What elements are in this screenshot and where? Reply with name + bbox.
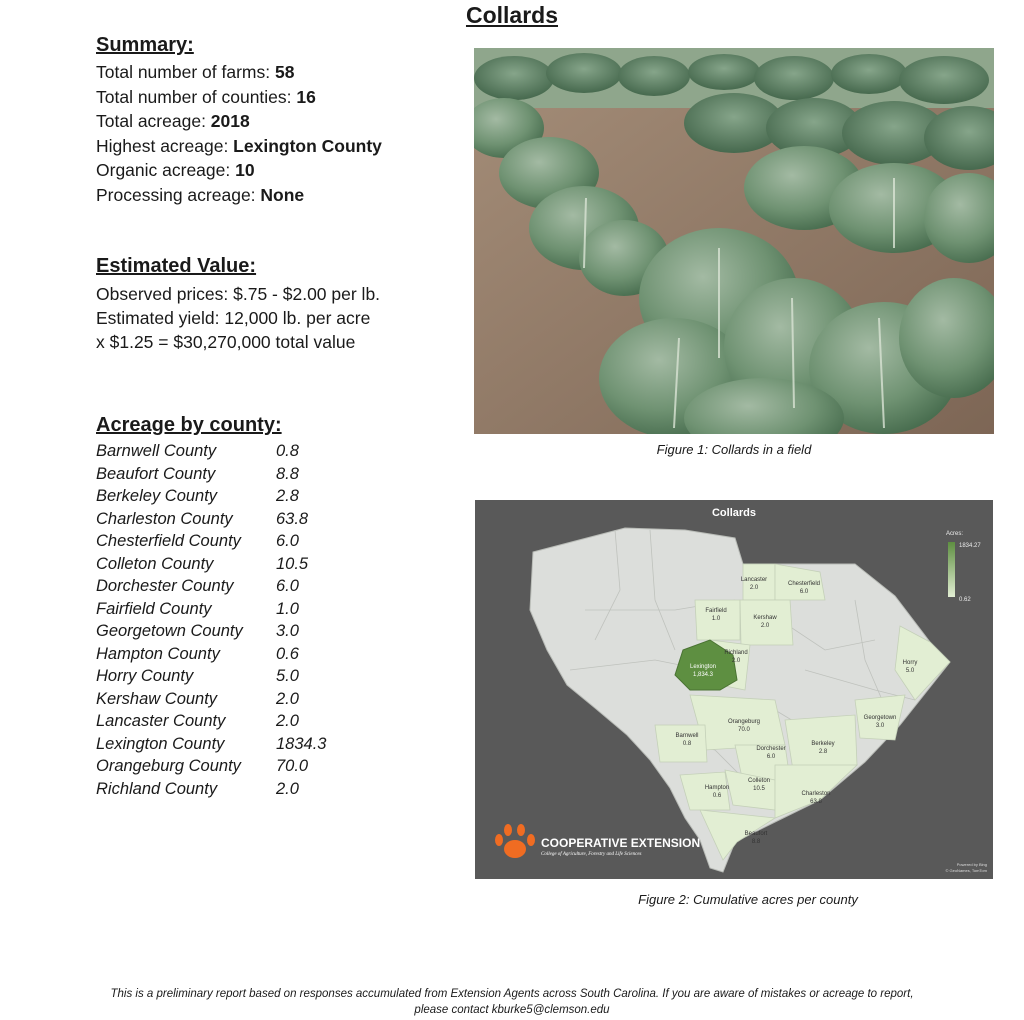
county-row [96, 643, 356, 666]
county-name: Berkeley County [96, 487, 218, 505]
legend-min: 0.62 [959, 597, 971, 603]
map-label-value: 2.8 [818, 749, 828, 755]
acreage-heading: Acreage by county: [96, 414, 282, 436]
collards-field-illustration [474, 48, 994, 434]
county-row [96, 755, 356, 778]
figure1-caption: Figure 1: Collards in a field [656, 442, 812, 457]
county-name: Chesterfield County [96, 532, 241, 550]
county-row [96, 508, 356, 531]
county-name: Lexington County [96, 734, 225, 753]
map-label-name: Hampton [704, 785, 730, 791]
county-row [96, 575, 356, 598]
figure2-caption: Figure 2: Cumulative acres per county [638, 892, 858, 907]
county-map [475, 500, 993, 879]
map-label-value: 1,834.3 [692, 672, 714, 678]
map-credit-geonames: © GeoNames, TomTom [945, 868, 987, 873]
county-name: Lancaster County [96, 712, 226, 730]
acreage-table [96, 440, 356, 800]
collards-photo [474, 48, 994, 434]
legend-gradient [948, 542, 955, 597]
tiger-paw-icon [495, 824, 535, 858]
map-label-name: Richland [724, 650, 748, 656]
south-carolina-map [475, 500, 993, 879]
summary-farms: Total number of farms: 58 [96, 62, 295, 82]
county-row [96, 553, 356, 576]
summary-heading: Summary: [96, 34, 194, 56]
county-row [96, 440, 356, 463]
county-acres: 63.8 [276, 509, 309, 528]
map-label-value: 2.0 [760, 623, 770, 629]
summary-acreage: Total acreage: 2018 [96, 111, 250, 131]
map-label-value: 0.8 [682, 741, 692, 747]
legend-title: Acres: [946, 531, 964, 537]
logo-title: COOPERATIVE EXTENSION [541, 836, 701, 850]
map-label-value: 10.5 [753, 786, 765, 792]
county-row [96, 620, 356, 643]
map-credit-bing: Powered by Bing [956, 862, 987, 867]
map-label-name: Chesterfield [787, 581, 821, 587]
county-row [96, 688, 356, 711]
map-label-name: Horry [902, 660, 918, 666]
estimated-yield: Estimated yield: 12,000 lb. per acre [96, 308, 371, 328]
map-label-value: 5.0 [905, 668, 915, 674]
estimated-total: x $1.25 = $30,270,000 total value [96, 332, 356, 352]
county-acres: 0.8 [276, 442, 299, 460]
summary-counties: Total number of counties: 16 [96, 86, 316, 107]
map-label-value: 3.0 [875, 723, 885, 729]
estimated-prices: Observed prices: $.75 - $2.00 per lb. [96, 284, 381, 304]
map-label-value: 1.0 [711, 616, 721, 622]
estimated-value-heading: Estimated Value: [96, 255, 257, 277]
county-acres: 6.0 [276, 532, 299, 550]
map-label-name: Lexington [689, 664, 717, 670]
county-name: Barnwell County [96, 442, 217, 460]
county-name: Georgetown County [96, 622, 243, 640]
summary-highest: Highest acreage: Lexington County [96, 135, 382, 156]
county-acres: 1834.3 [276, 734, 327, 753]
map-label-name: Fairfield [705, 608, 727, 614]
county-row [96, 463, 356, 486]
county-acres: 0.6 [276, 644, 299, 663]
map-label-name: Kershaw [753, 615, 777, 621]
map-label-value: 70.0 [738, 727, 750, 733]
county-name: Hampton County [96, 644, 220, 663]
map-label-name: Orangeburg [727, 719, 761, 725]
county-name: Beaufort County [96, 464, 216, 483]
logo-subtitle: College of Agriculture, Forestry and Life Sciences [541, 852, 642, 857]
map-label-name: Beaufort [744, 831, 768, 837]
county-row [96, 665, 356, 688]
county-name: Richland County [96, 779, 218, 798]
county-row [96, 598, 356, 621]
county-name: Horry County [96, 667, 194, 685]
map-label-name: Lancaster [740, 577, 768, 583]
county-row [96, 530, 356, 553]
county-name: Fairfield County [96, 599, 212, 618]
map-label-name: Georgetown [863, 715, 897, 721]
county-acres: 5.0 [276, 667, 299, 685]
county-acres: 3.0 [276, 622, 299, 640]
county-acres: 2.8 [276, 487, 299, 505]
map-label-value: 6.0 [766, 754, 776, 760]
legend-max: 1834.27 [959, 543, 981, 549]
map-title: Collards [711, 507, 757, 519]
county-acres: 6.0 [276, 577, 299, 595]
county-row [96, 485, 356, 508]
map-label-value: 63.8 [810, 799, 822, 805]
county-acres: 2.0 [276, 689, 299, 708]
map-label-value: 2.0 [749, 585, 759, 591]
county-row [96, 778, 356, 801]
county-acres: 70.0 [276, 757, 309, 775]
county-acres: 8.8 [276, 464, 299, 483]
map-label-value: 2.0 [731, 658, 741, 664]
county-name: Kershaw County [96, 689, 218, 708]
county-acres: 2.0 [276, 712, 299, 730]
map-label-name: Colleton [747, 778, 771, 784]
county-name: Charleston County [96, 509, 233, 528]
footer-note: This is a preliminary report based on responses accumulated from Extension Agents across South Carolina. If you are aware of mistakes or acreage to report, please contact kburke5@clemson.edu [110, 988, 914, 1016]
county-row [96, 710, 356, 733]
map-label-name: Charleston [801, 791, 831, 797]
county-name: Colleton County [96, 554, 214, 573]
summary-organic: Organic acreage: 10 [96, 160, 255, 180]
county-name: Orangeburg County [96, 757, 241, 775]
map-label-value: 6.0 [799, 589, 809, 595]
county-acres: 2.0 [276, 779, 299, 798]
map-label-name: Dorchester [756, 746, 786, 752]
map-label-name: Barnwell [675, 733, 699, 739]
page-title: Collards [465, 2, 559, 28]
map-label-name: Berkeley [811, 741, 835, 747]
county-row [96, 733, 356, 756]
map-label-value: 8.8 [751, 839, 761, 845]
county-name: Dorchester County [96, 577, 234, 595]
county-acres: 10.5 [276, 554, 309, 573]
barnwell-county-shape [655, 725, 707, 762]
map-label-value: 0.6 [712, 793, 722, 799]
summary-processing: Processing acreage: None [96, 184, 305, 205]
county-acres: 1.0 [276, 599, 299, 618]
